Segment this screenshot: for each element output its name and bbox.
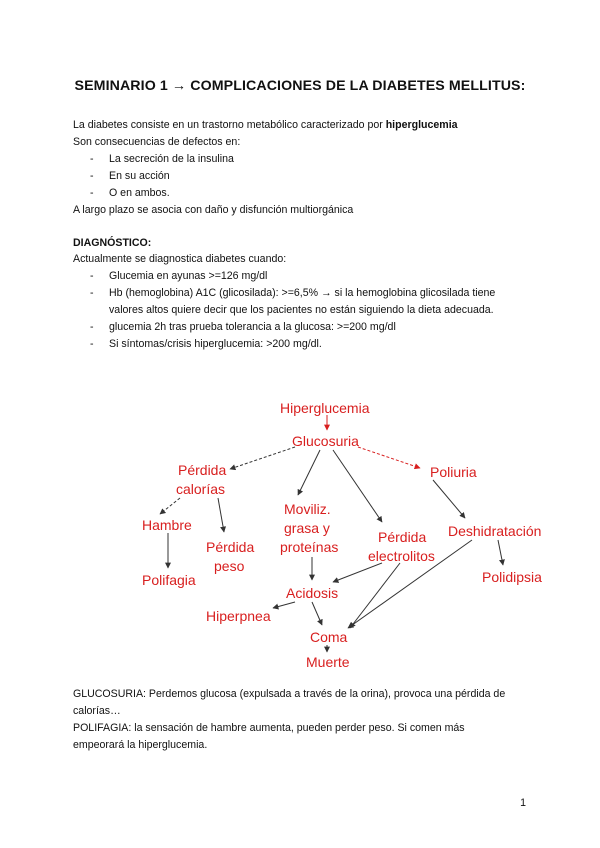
arrow-glucosuria-perdida-calorias <box>230 447 295 469</box>
node-poliuria: Poliuria <box>430 464 477 480</box>
node-perdida-electrolitos-line-2: electrolitos <box>368 548 435 564</box>
page-number: 1 <box>520 797 526 809</box>
node-moviliz-line-3: proteínas <box>280 539 339 555</box>
diagnostico-bullet-item: Si síntomas/crisis hiperglucemia: >200 mg/dl. <box>109 338 322 350</box>
node-deshidratacion: Deshidratación <box>448 523 542 539</box>
node-hiperpnea: Hiperpnea <box>206 608 271 624</box>
intro-line-2: Son consecuencias de defectos en: <box>73 136 241 148</box>
intro-line-1-bold: hiperglucemia <box>385 119 458 131</box>
arrow-glucosuria-moviliz <box>298 450 320 495</box>
diagnostico-bullet-item: Glucemia en ayunas >=126 mg/dl <box>109 270 268 282</box>
bullet-dash: - <box>90 270 94 282</box>
intro-line-3: A largo plazo se asocia con daño y disfunción multiorgánica <box>73 204 354 216</box>
diagnostico-heading: DIAGNÓSTICO: <box>73 237 152 249</box>
intro-line-1 <box>73 119 458 131</box>
note-glucosuria-line-2: calorías… <box>73 705 121 717</box>
bullet-dash: - <box>90 321 94 333</box>
node-perdida-peso-line-1: Pérdida <box>206 539 255 555</box>
note-polifagia-line-2: empeorará la hiperglucemia. <box>73 739 208 751</box>
node-moviliz-line-2: grasa y <box>284 520 330 536</box>
arrow-poliuria-deshidratacion <box>433 480 465 518</box>
bullet-dash: - <box>90 287 94 299</box>
complications-diagram <box>120 390 560 680</box>
diagnostico-bullet-item: glucemia 2h tras prueba tolerancia a la glucosa: >=200 mg/dl <box>109 321 396 333</box>
node-muerte: Muerte <box>306 654 350 670</box>
bullet-dash: - <box>90 170 94 182</box>
arrow-perdida-calorias-perdida-peso <box>218 498 224 532</box>
arrow-acidosis-coma <box>312 602 322 625</box>
arrow-glucosuria-poliuria <box>358 447 420 468</box>
intro-bullet-item: O en ambos. <box>109 187 170 199</box>
node-perdida-calorias-line-2: calorías <box>176 481 226 497</box>
diagnostico-bullet-list <box>0 270 600 360</box>
bullet-dash: - <box>90 187 94 199</box>
arrow-perdida-calorias-hambre <box>160 498 180 514</box>
node-perdida-peso-line-2: peso <box>214 558 245 574</box>
node-polifagia: Polifagia <box>142 572 196 588</box>
node-hambre: Hambre <box>142 517 192 533</box>
arrow-glucosuria-perdida-electrolitos <box>333 450 382 522</box>
bullet-dash: - <box>90 153 94 165</box>
note-glucosuria-line-1: GLUCOSURIA: Perdemos glucosa (expulsada a través de la orina), provoca una pérdida de <box>73 688 506 700</box>
node-hiperglucemia: Hiperglucemia <box>280 400 370 416</box>
arrow-deshidratacion-polidipsia <box>498 540 503 565</box>
note-polifagia-line-1: POLIFAGIA: la sensación de hambre aumenta, pueden perder peso. Si comen más <box>73 722 465 734</box>
arrow-acidosis-hiperpnea <box>273 602 295 608</box>
node-perdida-calorias-line-1: Pérdida <box>178 462 227 478</box>
node-perdida-electrolitos-line-1: Pérdida <box>378 529 427 545</box>
node-coma: Coma <box>310 629 348 645</box>
arrow-perdida-electrolitos-acidosis <box>333 563 382 582</box>
page-title: SEMINARIO 1 → COMPLICACIONES DE LA DIABETES MELLITUS: <box>74 78 526 94</box>
diagnostico-bullet-continuation: valores altos quiere decir que los pacientes no están siguiendo la dieta adecuada. <box>109 304 494 316</box>
node-polidipsia: Polidipsia <box>482 569 542 585</box>
diagnostico-lead: Actualmente se diagnostica diabetes cuando: <box>73 253 287 265</box>
intro-bullet-item: En su acción <box>109 170 170 182</box>
node-glucosuria: Glucosuria <box>292 433 359 449</box>
intro-line-1-text: La diabetes consiste en un trastorno metabólico caracterizado por <box>73 119 386 131</box>
intro-bullet-list <box>0 153 600 207</box>
node-moviliz-line-1: Moviliz. <box>284 501 331 517</box>
bullet-dash: - <box>90 338 94 350</box>
intro-bullet-item: La secreción de la insulina <box>109 153 234 165</box>
node-acidosis: Acidosis <box>286 585 339 601</box>
diagnostico-bullet-item: Hb (hemoglobina) A1C (glicosilada): >=6,5% → si la hemoglobina glicosilada tiene <box>109 287 496 299</box>
